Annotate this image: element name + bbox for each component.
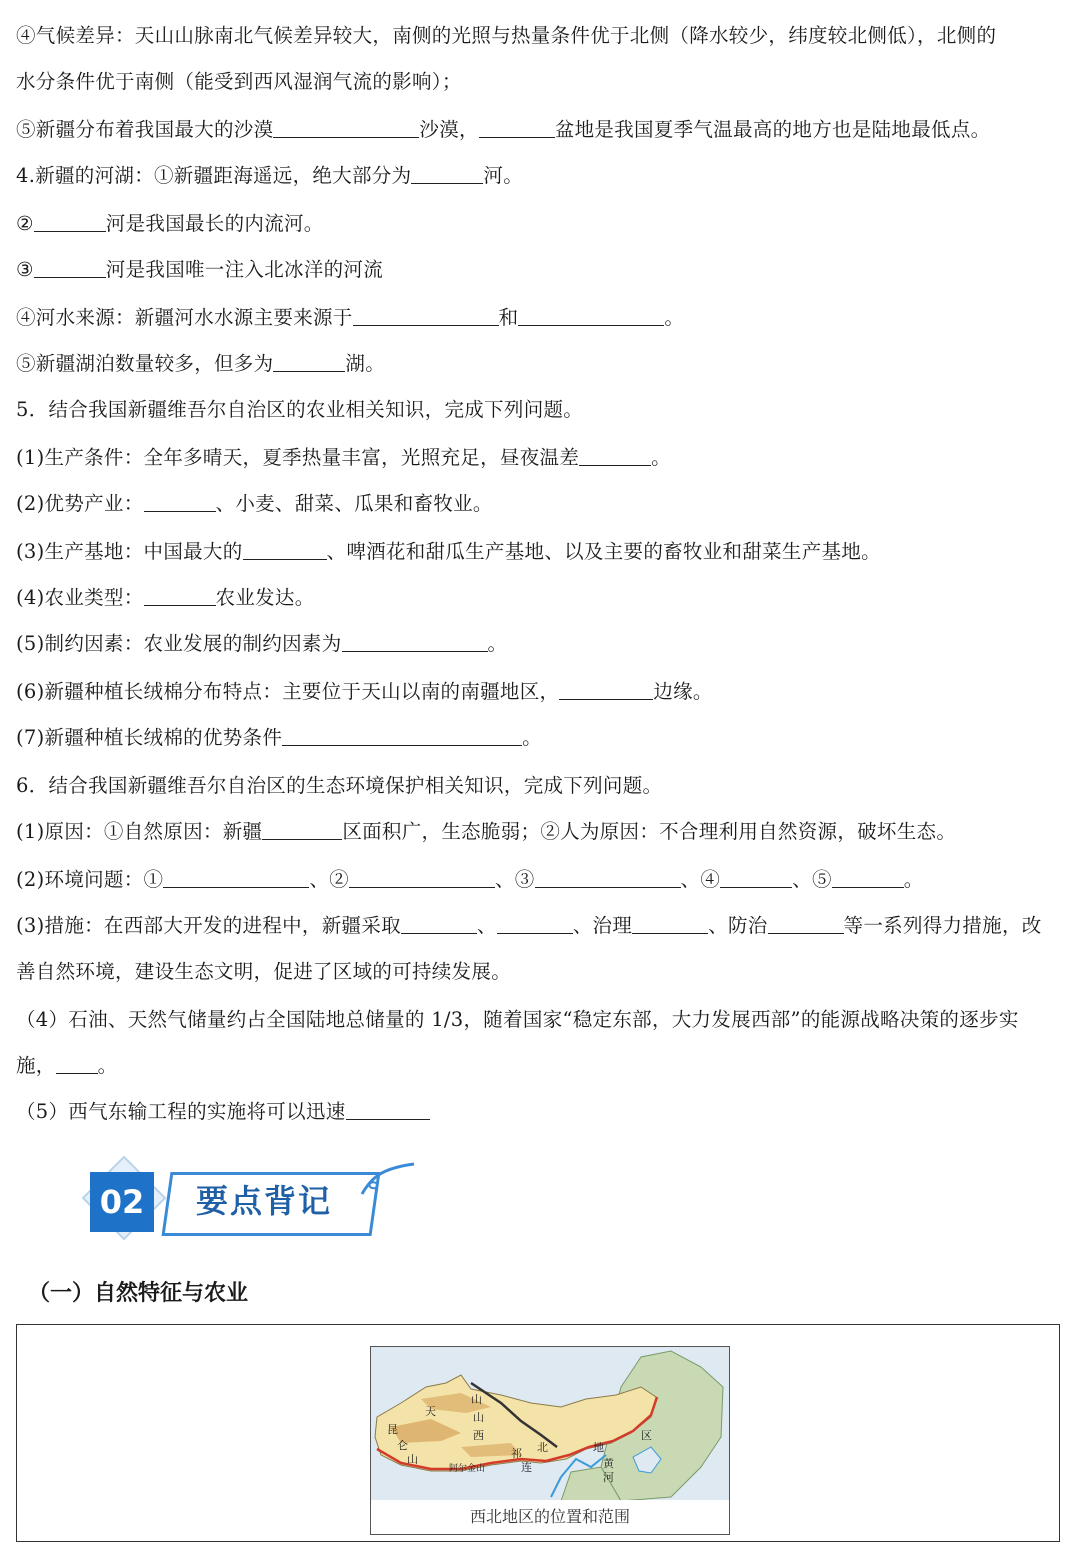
map-label: 仑 — [397, 1439, 408, 1452]
line-text: 河。 — [483, 164, 524, 187]
text-line — [16, 818, 1062, 846]
line-text: 农业发达。 — [215, 586, 315, 609]
line-text: 河是我国最长的内流河。 — [105, 212, 324, 235]
line-text: （5）西气东输工程的实施将可以迅速 — [16, 1100, 346, 1123]
line-text: 边缘。 — [653, 680, 713, 703]
line-text: (6)新疆种植长绒棉分布特点：主要位于天山以南的南疆地区， — [16, 680, 560, 703]
line-text: (2)优势产业： — [16, 492, 144, 515]
line-text: ④河水来源：新疆河水水源主要来源于 — [16, 306, 353, 329]
line-text: ④气候差异：天山山脉南北气候差异较大，南侧的光照与热量条件优于北侧（降水较少，纬度较北侧低），北侧的 — [16, 24, 997, 47]
line-text: 、治理 — [572, 914, 633, 937]
line-text: ⑤新疆分布着我国最大的沙漠 — [16, 118, 274, 141]
text-line — [16, 958, 1062, 986]
answer-blank[interactable] — [579, 445, 651, 466]
line-text: 。 — [97, 1054, 118, 1077]
line-text: （4）石油、天然气储量约占全国陆地总储量的 1/3，随着国家“稳定东部，大力发展西部”的能源战略决策的逐步实 — [16, 1008, 1019, 1031]
text-line — [16, 162, 1062, 190]
text-line — [16, 630, 1062, 658]
answer-blank[interactable] — [632, 913, 708, 934]
text-line — [16, 68, 1062, 96]
map-label: 北 — [537, 1441, 548, 1454]
answer-blank[interactable] — [559, 679, 653, 700]
answer-blank[interactable] — [497, 913, 573, 934]
answer-blank[interactable] — [144, 585, 216, 606]
map-label: 祁 — [511, 1447, 522, 1460]
text-line — [16, 22, 1062, 50]
answer-blank[interactable] — [34, 257, 106, 278]
line-text: 河是我国唯一注入北冰洋的河流 — [105, 258, 383, 281]
text-line — [16, 304, 1062, 332]
line-text: 。 — [664, 306, 685, 329]
line-text: 。 — [487, 632, 508, 655]
section-badge — [80, 1158, 420, 1248]
text-line — [16, 1052, 1062, 1080]
section-title: 要点背记 — [196, 1182, 333, 1220]
line-text: 等一系列得力措施，改 — [843, 914, 1042, 937]
text-line — [16, 866, 1062, 894]
text-line — [16, 444, 1062, 472]
answer-blank[interactable] — [243, 539, 327, 560]
text-line — [16, 490, 1062, 518]
line-text: 沙漠， — [419, 118, 479, 141]
map-label: 山 — [407, 1453, 418, 1466]
line-text: ③ — [16, 258, 34, 281]
text-line — [16, 350, 1062, 378]
map-label: 天 — [425, 1405, 436, 1418]
line-text: (2)环境问题：① — [16, 868, 164, 891]
line-text: 和 — [498, 306, 519, 329]
line-text: (1)生产条件：全年多晴天，夏季热量丰富，光照充足，昼夜温差 — [16, 446, 580, 469]
answer-blank[interactable] — [342, 631, 488, 652]
answer-blank[interactable] — [144, 491, 216, 512]
answer-blank[interactable] — [401, 913, 477, 934]
subheading: （一）自然特征与农业 — [28, 1281, 249, 1306]
text-line — [16, 678, 1062, 706]
line-text: 6．结合我国新疆维吾尔自治区的生态环境保护相关知识，完成下列问题。 — [16, 774, 663, 797]
line-text: 水分条件优于南侧（能受到西风湿润气流的影响）； — [16, 70, 462, 93]
text-line — [16, 210, 1062, 238]
line-text: 、② — [309, 868, 349, 891]
answer-blank[interactable] — [518, 305, 664, 326]
text-line — [16, 538, 1062, 566]
line-text: ⑤新疆湖泊数量较多，但多为 — [16, 352, 274, 375]
answer-blank[interactable] — [34, 211, 106, 232]
map-label: 山 — [471, 1393, 482, 1406]
line-text: 、小麦、甜菜、瓜果和畜牧业。 — [215, 492, 493, 515]
line-text: 、防治 — [708, 914, 768, 937]
line-text: 、 — [476, 914, 497, 937]
map-label: 地 — [593, 1441, 604, 1454]
line-text: (4)农业类型： — [16, 586, 144, 609]
answer-blank[interactable] — [56, 1053, 98, 1074]
line-text: 。 — [522, 726, 542, 749]
map-label: 西 — [473, 1429, 484, 1442]
line-text: 、⑤ — [792, 868, 832, 891]
answer-blank[interactable] — [273, 117, 419, 138]
map-label: 山 — [473, 1411, 484, 1424]
answer-blank[interactable] — [262, 819, 342, 840]
line-text: 。 — [903, 868, 924, 891]
line-text: (3)生产基地：中国最大的 — [16, 540, 243, 563]
section-number: 02 — [90, 1172, 154, 1232]
line-text: (5)制约因素：农业发展的制约因素为 — [16, 632, 342, 655]
line-text: 善自然环境，建设生态文明，促进了区域的可持续发展。 — [16, 960, 512, 983]
text-line — [16, 724, 1062, 752]
answer-blank[interactable] — [479, 117, 555, 138]
figure-caption: 西北地区的位置和范围 — [370, 1500, 730, 1535]
answer-blank[interactable] — [353, 305, 499, 326]
answer-blank[interactable] — [163, 867, 309, 888]
text-line — [16, 396, 1062, 424]
map-label: 连 — [521, 1461, 532, 1474]
text-line — [16, 116, 1062, 144]
line-text: 。 — [651, 446, 671, 469]
line-text: 区面积广，生态脆弱；②人为原因：不合理利用自然资源，破坏生态。 — [342, 820, 957, 843]
line-text: (3)措施：在西部大开发的进程中，新疆采取 — [16, 914, 401, 937]
line-text: 施， — [16, 1054, 56, 1077]
answer-blank[interactable] — [535, 867, 681, 888]
answer-blank[interactable] — [346, 1099, 388, 1120]
text-line — [16, 1098, 1062, 1126]
ribbon-curl-decoration — [358, 1158, 418, 1198]
line-text: ② — [16, 212, 34, 235]
line-text: 、④ — [680, 868, 721, 891]
text-line — [16, 584, 1062, 612]
answer-blank[interactable] — [349, 867, 495, 888]
text-line — [16, 256, 1062, 284]
text-line — [16, 1006, 1062, 1034]
line-text: 5．结合我国新疆维吾尔自治区的农业相关知识，完成下列问题。 — [16, 398, 584, 421]
line-text: (1)原因：①自然原因：新疆 — [16, 820, 263, 843]
text-line — [16, 912, 1062, 940]
map-label: 河 — [603, 1471, 614, 1484]
line-text: 湖。 — [345, 352, 386, 375]
map-label: 黄 — [603, 1457, 614, 1470]
line-text: 4.新疆的河湖：①新疆距海遥远，绝大部分为 — [16, 164, 412, 187]
line-text: (7)新疆种植长绒棉的优势条件 — [16, 726, 283, 749]
answer-blank[interactable] — [832, 867, 904, 888]
map-label: 区 — [641, 1429, 652, 1442]
answer-blank[interactable] — [720, 867, 792, 888]
answer-blank[interactable] — [768, 913, 844, 934]
map-graphic — [371, 1347, 729, 1501]
answer-blank[interactable] — [282, 725, 522, 746]
map-label: 昆 — [387, 1423, 398, 1436]
line-text: 、啤酒花和甜瓜生产基地、以及主要的畜牧业和甜菜生产基地。 — [326, 540, 881, 563]
text-line — [16, 772, 1062, 800]
answer-blank[interactable] — [388, 1099, 430, 1120]
northwest-region-map — [370, 1346, 730, 1502]
answer-blank[interactable] — [411, 163, 483, 184]
line-text: 盆地是我国夏季气温最高的地方也是陆地最低点。 — [554, 118, 991, 141]
line-text: 、③ — [494, 868, 535, 891]
map-label: 阿尔金山 — [449, 1464, 486, 1474]
answer-blank[interactable] — [273, 351, 345, 372]
